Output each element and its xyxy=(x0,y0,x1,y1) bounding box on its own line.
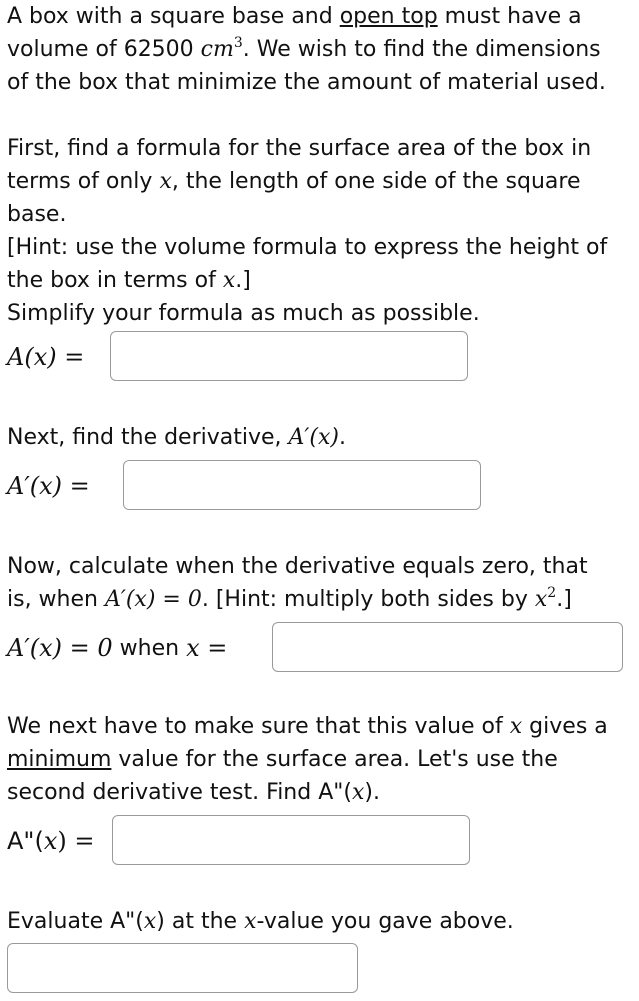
step2-answer-row xyxy=(7,464,90,508)
intro-text: volume of 62500 xyxy=(7,37,201,62)
when-text: when xyxy=(112,635,187,661)
step4-text: gives a xyxy=(522,714,608,739)
step3-answer-row xyxy=(7,626,227,670)
step2-instructions xyxy=(7,421,346,454)
second-derivative-label: ) = xyxy=(57,827,95,855)
step3-hint: . [Hint: multiply both sides by xyxy=(201,587,535,612)
math-var: x xyxy=(244,909,257,934)
step1-hint: the box in terms of xyxy=(7,268,223,293)
math-var: x xyxy=(222,268,236,293)
step5-instructions xyxy=(7,905,514,938)
step4-text: We next have to make sure that this value of xyxy=(7,714,510,739)
step2-text: Next, find the derivative, xyxy=(7,425,289,450)
derivative-math: A′(x) xyxy=(288,425,339,450)
step2-text: . xyxy=(339,425,346,450)
area-label: A(x) = xyxy=(7,343,85,371)
step5-text: -value you gave above. xyxy=(256,909,514,934)
second-derivative-label: A"( xyxy=(7,827,44,855)
step4-text: ). xyxy=(364,780,380,805)
step4-answer-row xyxy=(7,819,94,863)
evaluation-input[interactable] xyxy=(7,943,358,993)
math-var: x xyxy=(43,827,58,855)
math-var: x xyxy=(159,169,172,194)
derivative-label: A′(x) = xyxy=(7,472,90,500)
intro-text: A box with a square base and xyxy=(7,4,340,29)
step1-hint: [Hint: use the volume formula to express the height of xyxy=(7,235,608,260)
math-var: x xyxy=(534,587,548,612)
step1-text: , the length of one side of the square xyxy=(171,169,581,194)
critical-point-label: A′(x) = 0 xyxy=(7,634,113,662)
step3-text: is, when xyxy=(7,587,105,612)
open-top-emphasis: open top xyxy=(339,4,438,29)
math-var: x xyxy=(509,714,523,739)
x-equals-label: x = xyxy=(186,634,228,662)
intro-paragraph xyxy=(7,0,606,99)
math-exponent: 2 xyxy=(547,585,557,601)
intro-text: must have a xyxy=(437,4,582,29)
step1-text: terms of only xyxy=(7,169,160,194)
second-derivative-input[interactable] xyxy=(112,815,470,865)
math-var: x xyxy=(351,780,365,805)
critical-point-input[interactable] xyxy=(272,622,623,672)
step3-text: Now, calculate when the derivative equals zero, that xyxy=(7,554,588,579)
unit-exponent: 3 xyxy=(233,35,243,51)
step4-text: value for the surface area. Let's use the xyxy=(111,747,558,772)
step1-text: First, find a formula for the surface area of the box in xyxy=(7,136,592,161)
intro-text: of the box that minimize the amount of material used. xyxy=(7,70,606,95)
step1-simplify: Simplify your formula as much as possible. xyxy=(7,301,480,326)
zero-condition-math: A′(x) = 0 xyxy=(104,587,202,612)
step5-text: Evaluate A"( xyxy=(7,909,144,934)
step4-text: second derivative test. Find A"( xyxy=(7,780,352,805)
math-var: x xyxy=(143,909,157,934)
step1-hint: .] xyxy=(235,268,251,293)
step5-text: ) at the xyxy=(156,909,245,934)
derivative-input[interactable] xyxy=(123,460,481,510)
step3-instructions xyxy=(7,550,588,616)
step1-text: base. xyxy=(7,202,67,227)
volume-unit: cm xyxy=(200,37,234,62)
minimum-emphasis: minimum xyxy=(7,747,112,772)
step1-instructions xyxy=(7,132,607,330)
area-formula-input[interactable] xyxy=(110,331,468,381)
step1-answer-row xyxy=(7,335,84,379)
step4-instructions xyxy=(7,710,608,809)
step3-hint: .] xyxy=(556,587,572,612)
intro-text: . We wish to find the dimensions xyxy=(242,37,601,62)
